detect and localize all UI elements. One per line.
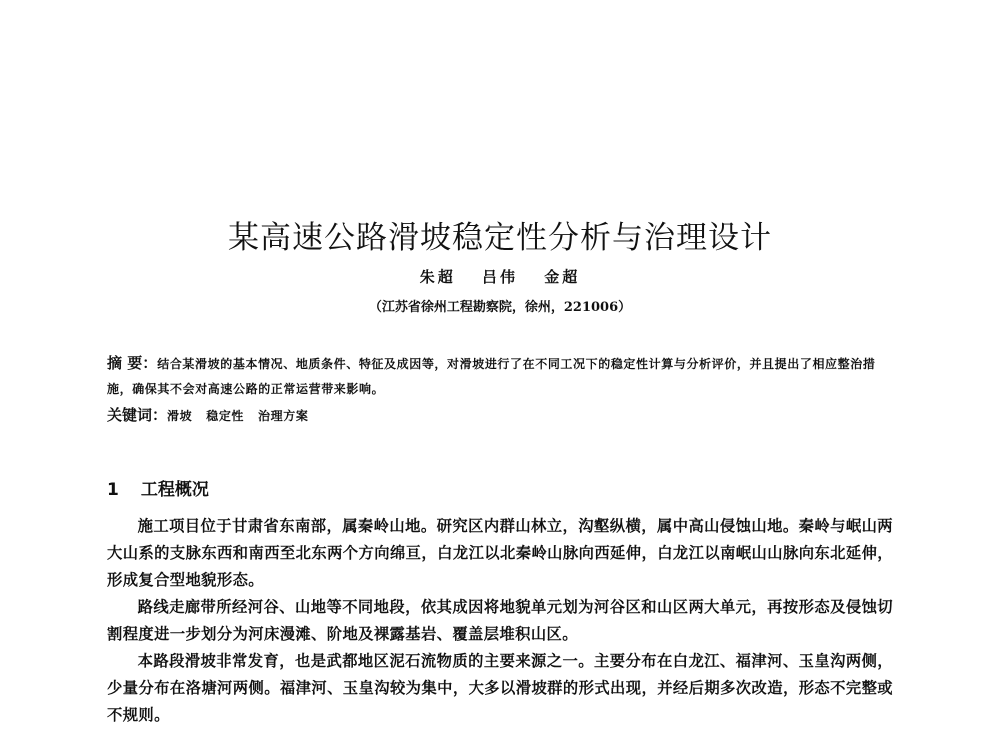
keyword-item: 治理方案 [258, 409, 309, 423]
keywords-block [107, 404, 308, 425]
keywords-label: 关键词： [107, 406, 168, 424]
keyword-item: 滑坡 [167, 409, 193, 423]
body-paragraph: 施工项目位于甘肃省东南部，属秦岭山地。研究区内群山林立，沟壑纵横，属中高山侵蚀山地。秦岭与岷山两大山系的支脉东西和南西至北东两个方向绵亘，白龙江以北秦岭山脉向西延伸，白龙江以南岷山山脉向东北延伸，形成复合型地貌形态。 [107, 517, 893, 589]
body-paragraph: 本路段滑坡非常发育，也是武都地区泥石流物质的主要来源之一。主要分布在白龙江、福津河、玉皇沟两侧，少量分布在洛塘河两侧。福津河、玉皇沟较为集中，大多以滑坡群的形式出现，并经后期多次改造，形态不完整或不规则。 [107, 652, 893, 724]
author-list: 朱超 吕伟 金超 [419, 268, 581, 286]
section-body [107, 513, 893, 729]
section-title: 工程概况 [140, 480, 209, 500]
abstract-block [107, 351, 897, 402]
paper-title: 某高速公路滑坡稳定性分析与治理设计 [228, 220, 772, 256]
body-paragraph: 路线走廊带所经河谷、山地等不同地段，依其成因将地貌单元划为河谷区和山区两大单元，再按形态及侵蚀切割程度进一步划分为河床漫滩、阶地及裸露基岩、覆盖层堆积山区。 [107, 598, 893, 643]
abstract-text: 结合某滑坡的基本情况、地质条件、特征及成因等，对滑坡进行了在不同工况下的稳定性计算与分析评价，并且提出了相应整治措施，确保其不会对高速公路的正常运营带来影响。 [107, 357, 876, 396]
author-affiliation: （江苏省徐州工程勘察院，徐州，221006） [368, 300, 632, 315]
keyword-item: 稳定性 [206, 409, 245, 423]
section-heading [107, 475, 209, 500]
abstract-label: 摘 要： [107, 354, 158, 372]
section-number: 1 [107, 480, 119, 500]
